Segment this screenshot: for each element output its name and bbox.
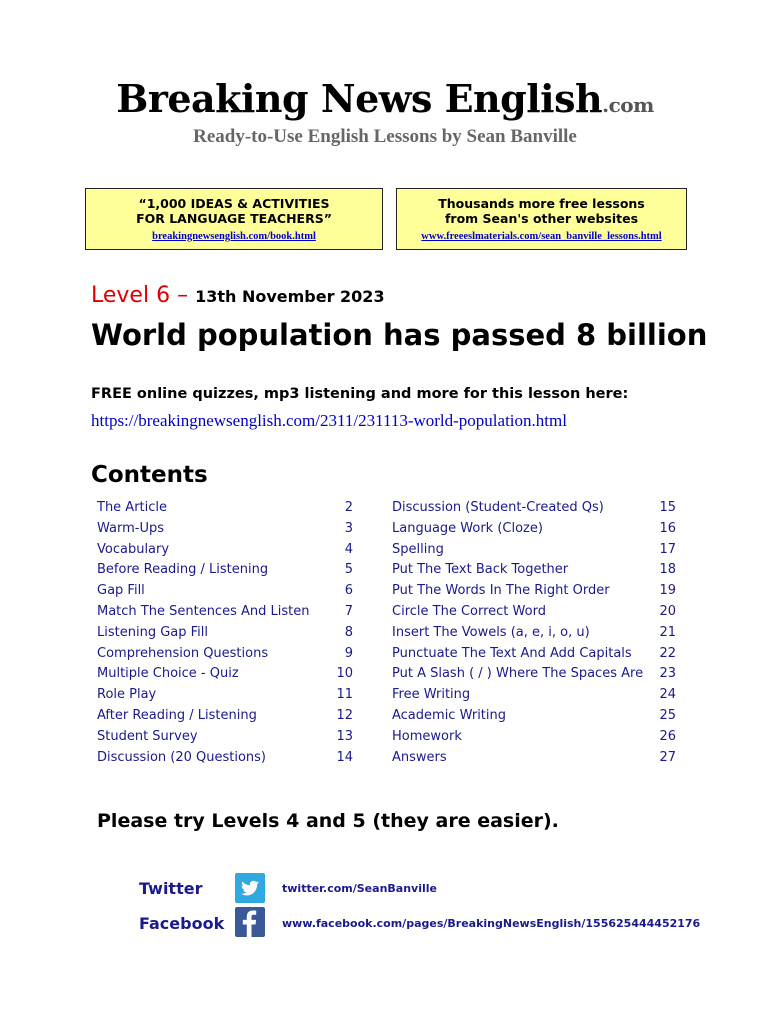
toc-item-label[interactable]: Discussion (20 Questions) [97, 749, 266, 765]
site-title-main: Breaking News English [116, 76, 603, 121]
toc-item-page: 7 [344, 604, 353, 619]
toc-item-page: 5 [344, 562, 353, 578]
toc-item-label[interactable]: Comprehension Questions [97, 645, 269, 661]
toc-item-page: 26 [659, 728, 676, 744]
toc-item-label[interactable]: Vocabulary [97, 541, 170, 557]
toc-item-page: 19 [659, 583, 676, 599]
toc-item-label[interactable]: Put A Slash ( / ) Where The Spaces Are [392, 666, 644, 682]
lesson-url-link[interactable]: https://breakingnewsenglish.com/2311/231113-world-population.html [91, 411, 567, 430]
twitter-bird-icon[interactable] [235, 873, 265, 903]
toc-item-label[interactable]: Spelling [392, 541, 444, 557]
contents-heading: Contents [91, 462, 208, 488]
toc-item-page: 25 [659, 708, 676, 723]
twitter-label: Twitter [139, 879, 203, 898]
site-title-suffix: .com [602, 93, 654, 117]
site-title [0, 76, 770, 121]
try-levels-text: Please try Levels 4 and 5 (they are easier). [97, 810, 559, 832]
toc-item-page: 23 [659, 666, 676, 682]
toc-item-label[interactable]: Insert The Vowels (a, e, i, o, u) [392, 624, 590, 640]
toc-item-page: 2 [344, 500, 353, 515]
facebook-label: Facebook [139, 914, 225, 933]
book-promo-box [85, 188, 383, 250]
book-promo-link[interactable]: breakingnewsenglish.com/book.html [152, 231, 316, 242]
site-subtitle: Ready-to-Use English Lessons by Sean Banville [193, 126, 577, 147]
facebook-f-icon[interactable] [235, 907, 265, 937]
toc-item-page: 6 [344, 583, 353, 599]
toc-item-label[interactable]: Answers [392, 749, 447, 765]
facebook-link[interactable]: www.facebook.com/pages/BreakingNewsEnglish/155625444452176 [282, 917, 701, 930]
toc-item-page: 18 [659, 562, 676, 578]
toc-item-label[interactable]: After Reading / Listening [97, 708, 257, 723]
toc-item-label[interactable]: Multiple Choice - Quiz [97, 666, 239, 682]
twitter-link[interactable]: twitter.com/SeanBanville [282, 882, 437, 895]
toc-item-page: 27 [659, 749, 676, 765]
other-websites-line2: from Sean's other websites [444, 211, 639, 226]
lesson-level-line [91, 283, 385, 308]
toc-item-label[interactable]: The Article [97, 500, 168, 515]
toc-item-label[interactable]: Academic Writing [392, 708, 507, 723]
toc-item-label[interactable]: Circle The Correct Word [392, 604, 546, 619]
toc-item-label[interactable]: Put The Text Back Together [392, 562, 569, 578]
toc-item-page: 24 [659, 687, 676, 703]
toc-item-label[interactable]: Gap Fill [97, 583, 145, 599]
other-websites-promo-box [396, 188, 687, 250]
toc-item-page: 8 [344, 624, 353, 640]
toc-item-page: 13 [336, 728, 353, 744]
lesson-level: Level 6 [91, 283, 171, 308]
toc-item-page: 3 [344, 520, 353, 536]
level-dash: – [177, 283, 189, 308]
toc-item-page: 14 [336, 749, 353, 765]
toc-item-label[interactable]: Match The Sentences And Listen [97, 604, 310, 619]
toc-item-label[interactable]: Discussion (Student-Created Qs) [392, 500, 604, 515]
toc-item-label[interactable]: Punctuate The Text And Add Capitals [392, 645, 632, 661]
toc-item-page: 20 [659, 604, 676, 619]
free-resources-text: FREE online quizzes, mp3 listening and more for this lesson here: [91, 386, 629, 402]
toc-item-label[interactable]: Put The Words In The Right Order [392, 583, 610, 599]
other-websites-line1: Thousands more free lessons [438, 196, 645, 211]
book-promo-line2: FOR LANGUAGE TEACHERS” [136, 211, 332, 226]
toc-item-page: 4 [344, 541, 353, 557]
toc-item-label[interactable]: Language Work (Cloze) [392, 520, 543, 536]
toc-item-label[interactable]: Role Play [97, 687, 157, 703]
toc-item-label[interactable]: Warm-Ups [97, 520, 164, 536]
toc-item-label[interactable]: Homework [392, 728, 462, 744]
toc-item-page: 12 [336, 708, 353, 723]
toc-item-label[interactable]: Free Writing [392, 687, 471, 703]
other-websites-link[interactable]: www.freeeslmaterials.com/sean_banville_lessons.html [421, 231, 662, 242]
toc-item-page: 16 [659, 520, 676, 536]
toc-item-page: 9 [344, 645, 353, 661]
lesson-headline: World population has passed 8 billion [91, 318, 708, 352]
toc-item-page: 10 [336, 666, 353, 682]
toc-item-label[interactable]: Before Reading / Listening [97, 562, 269, 578]
toc-item-page: 15 [659, 500, 676, 515]
toc-item-page: 11 [336, 687, 353, 703]
toc-item-label[interactable]: Student Survey [97, 728, 198, 744]
toc-item-label[interactable]: Listening Gap Fill [97, 624, 208, 640]
toc-item-page: 22 [659, 645, 676, 661]
toc-item-page: 21 [659, 624, 676, 640]
book-promo-line1: “1,000 IDEAS & ACTIVITIES [138, 196, 330, 211]
lesson-date: 13th November 2023 [195, 287, 385, 306]
toc-item-page: 17 [659, 541, 676, 557]
